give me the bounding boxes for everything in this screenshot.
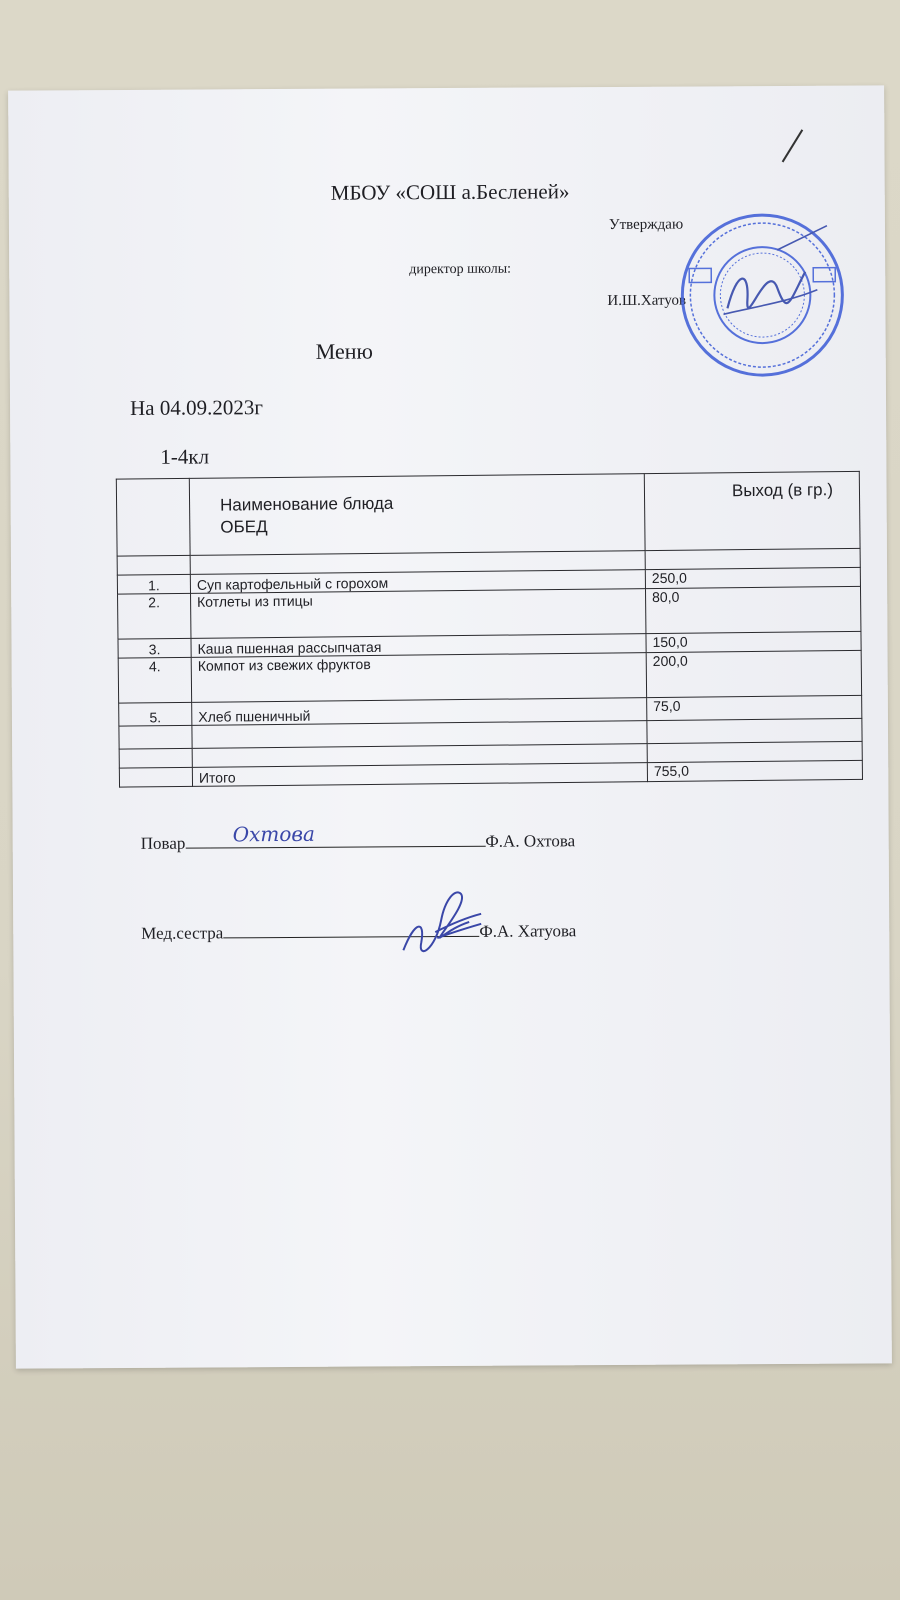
row-dish: Котлеты из птицы (191, 589, 646, 639)
menu-title: Меню (315, 338, 374, 364)
cook-handwriting: Охтова (232, 821, 315, 847)
row-output: 75,0 (647, 695, 862, 720)
row-num: 5. (119, 702, 192, 726)
row-output: 150,0 (646, 631, 861, 652)
header-name-cell (189, 474, 645, 556)
signature-icon (231, 819, 341, 850)
header-num-cell (116, 478, 190, 556)
row-dish: Компот из свежих фруктов (191, 653, 646, 703)
menu-table (116, 471, 863, 788)
cook-name: Ф.А. Охтова (485, 831, 576, 851)
header-output-cell: Выход (в гр.) (644, 471, 860, 550)
table-header-row (116, 471, 860, 556)
row-num: 2. (118, 593, 191, 639)
cook-signature-row (141, 829, 576, 854)
menu-date: На 04.09.2023г (129, 395, 263, 420)
table-row (118, 650, 861, 703)
pen-mark-icon (778, 126, 808, 166)
row-dish: Суп картофельный с горохом (190, 570, 645, 594)
row-output: 200,0 (646, 650, 861, 697)
document-sheet (8, 85, 892, 1368)
row-dish: Каша пшенная рассыпчатая (191, 634, 646, 658)
table-row (118, 586, 861, 639)
grade-label: 1-4кл (160, 444, 210, 469)
row-num: 3. (118, 638, 191, 658)
school-name: МБОУ «СОШ а.Бесленей» (330, 179, 570, 205)
nurse-name: Ф.А. Хатуова (479, 921, 577, 941)
round-stamp-icon (677, 210, 848, 381)
row-output: 250,0 (645, 567, 860, 588)
total-label: Итого (192, 763, 647, 787)
row-output: 80,0 (645, 586, 860, 633)
director-label: директор школы: (409, 261, 512, 278)
approve-label: Утверждаю (608, 216, 684, 234)
cook-label: Повар (140, 833, 186, 853)
row-num: 4. (118, 657, 191, 703)
row-num: 1. (117, 574, 190, 594)
nurse-signature-row (141, 919, 576, 944)
total-value: 755,0 (647, 760, 862, 781)
header-dish-name: Наименование блюда (219, 493, 394, 515)
signature-icon (395, 880, 486, 971)
director-name: И.Ш.Хатуов (607, 292, 687, 310)
header-meal-type: ОБЕД (220, 517, 268, 537)
nurse-label: Мед.сестра (141, 923, 224, 943)
row-dish: Хлеб пшеничный (192, 698, 647, 726)
